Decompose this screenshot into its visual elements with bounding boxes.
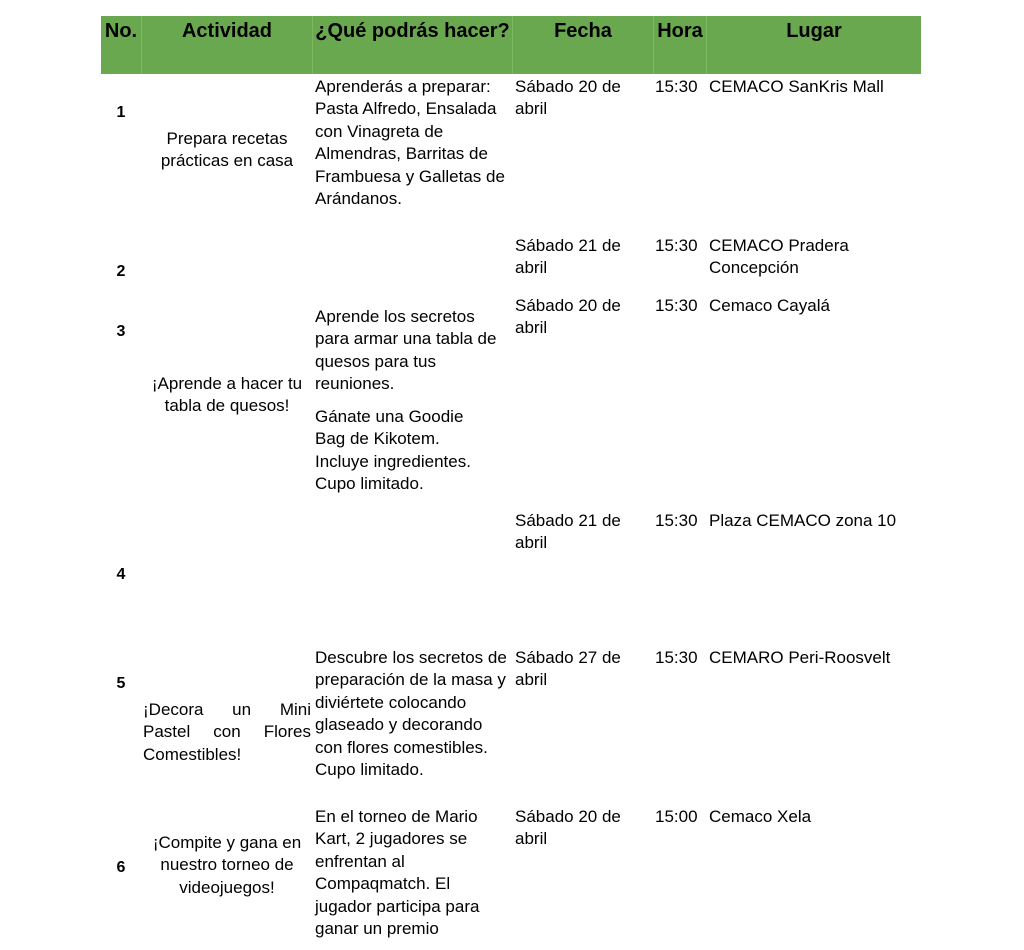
activity-name: Prepara recetas prácticas en casa — [160, 129, 294, 171]
header-actividad: Actividad — [181, 20, 273, 42]
header-lugar: Lugar — [786, 20, 842, 42]
activity-time: 15:30 — [655, 648, 698, 667]
activity-name: ¡Decora un Mini Pastel con Flores Comestibles! — [143, 700, 311, 764]
activity-location: CEMACO Pradera Concepción — [709, 236, 849, 278]
activity-time: 15:00 — [655, 807, 698, 826]
activity-date: Sábado 20 de abril — [515, 77, 621, 119]
activity-time: 15:30 — [655, 511, 698, 530]
activity-time: 15:30 — [655, 77, 698, 96]
header-no: No. — [104, 20, 138, 42]
table-header — [101, 16, 921, 74]
activity-location: Cemaco Cayalá — [709, 296, 830, 315]
activity-date: Sábado 21 de abril — [515, 236, 621, 278]
activity-date: Sábado 21 de abril — [515, 511, 621, 553]
row-number: 3 — [116, 323, 126, 340]
activity-name: ¡Compite y gana en nuestro torneo de videojuegos! — [152, 833, 302, 897]
row-number: 1 — [116, 104, 126, 121]
activity-description-extra: Gánate una Goodie Bag de Kikotem. Incluye ingredientes. Cupo limitado. — [315, 407, 471, 494]
activity-location: Plaza CEMACO zona 10 — [709, 511, 897, 530]
activity-description: Descubre los secretos de preparación de la masa y diviértete colocando glaseado y decorando con flores comestibles. Cupo limitado. — [315, 648, 507, 780]
activity-location: Cemaco Xela — [709, 807, 812, 826]
activity-location: CEMARO Peri-Roosvelt — [709, 648, 891, 667]
activity-date: Sábado 27 de abril — [515, 648, 621, 690]
row-number: 5 — [116, 675, 126, 692]
activity-description: En el torneo de Mario Kart, 2 jugadores se enfrentan al Compaqmatch. El jugador participa para ganar un premio — [315, 807, 480, 939]
row-number: 2 — [116, 263, 126, 280]
activity-description: Aprende los secretos para armar una tabla de quesos para tus reuniones. — [315, 307, 497, 394]
activity-name: ¡Aprende a hacer tu tabla de quesos! — [151, 374, 303, 416]
activity-time: 15:30 — [655, 236, 698, 255]
header-fecha: Fecha — [554, 20, 612, 42]
row-number: 4 — [116, 566, 126, 583]
activity-description: Aprenderás a preparar: Pasta Alfredo, Ensalada con Vinagreta de Almendras, Barritas de Frambuesa y Galletas de Arándanos. — [315, 77, 505, 209]
header-hora: Hora — [657, 20, 703, 42]
activity-location: CEMACO SanKris Mall — [709, 77, 884, 96]
header-que: ¿Qué podrás hacer? — [315, 20, 510, 42]
activity-time: 15:30 — [655, 296, 698, 315]
activity-date: Sábado 20 de abril — [515, 296, 621, 338]
activity-date: Sábado 20 de abril — [515, 807, 621, 849]
row-number: 6 — [116, 859, 126, 876]
